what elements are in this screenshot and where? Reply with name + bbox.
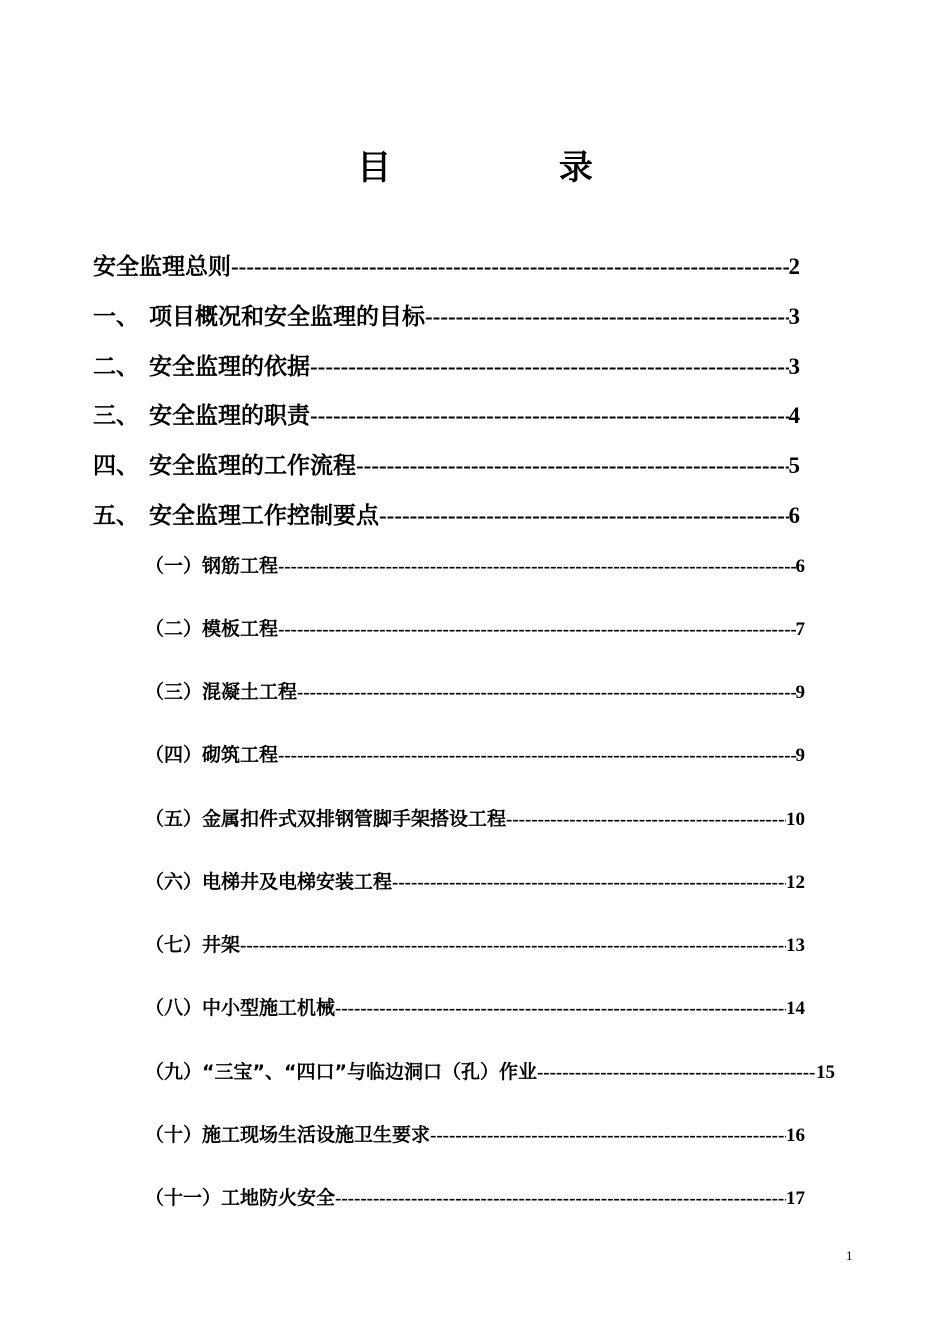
- toc-entry-text: 安全监理的职责: [149, 403, 310, 429]
- toc-entry-text: （九）“三宝”、“四口”与临边洞口（孔）作业: [145, 1061, 537, 1083]
- toc-page-number: 15: [816, 1062, 835, 1083]
- toc-leader: [297, 678, 795, 708]
- toc-entry-number: 一、: [93, 304, 139, 330]
- toc-leader: [278, 552, 795, 582]
- toc-entry-number: 四、: [93, 453, 139, 479]
- toc-leader: [231, 252, 789, 282]
- toc-page-number: 6: [788, 503, 800, 528]
- toc-page-number: 6: [795, 556, 805, 577]
- toc-entry-text: 安全监理总则: [93, 254, 231, 280]
- toc-leader: [240, 931, 786, 961]
- toc-subentry[interactable]: [145, 867, 805, 898]
- toc-entry-number: 三、: [93, 403, 139, 429]
- toc-entry-number: 二、: [93, 354, 139, 380]
- toc-entry[interactable]: [93, 401, 800, 431]
- toc-subentry[interactable]: [145, 551, 805, 582]
- toc-leader: [278, 741, 795, 771]
- toc-entry[interactable]: [93, 302, 800, 332]
- toc-page-number: 17: [786, 1188, 805, 1209]
- page-title: 目 录: [357, 148, 671, 188]
- toc-entry-text: 安全监理工作控制要点: [149, 503, 379, 529]
- toc-subentry[interactable]: [145, 993, 805, 1024]
- toc-subentry[interactable]: [145, 677, 805, 708]
- toc-entry-text: 项目概况和安全监理的目标: [149, 304, 425, 330]
- toc-subentry[interactable]: [145, 1120, 805, 1151]
- toc-entry[interactable]: [93, 252, 800, 282]
- toc-page-number: 16: [786, 1125, 805, 1146]
- toc-entry[interactable]: [93, 501, 800, 531]
- toc-entry-text: （六）电梯井及电梯安装工程: [145, 871, 393, 893]
- toc-leader: [506, 805, 786, 835]
- toc-entry-text: （七）井架: [145, 934, 241, 956]
- toc-entry-text: （一）钢筋工程: [145, 555, 279, 577]
- toc-leader: [310, 352, 789, 382]
- toc-leader: [379, 501, 789, 531]
- toc-entry-text: （二）模板工程: [145, 618, 279, 640]
- toc-leader: [278, 615, 795, 645]
- toc-page-number: 12: [786, 872, 805, 893]
- toc-subentry[interactable]: [145, 1057, 835, 1088]
- toc-page-number: 3: [788, 354, 800, 379]
- toc-page-number: 2: [788, 254, 800, 279]
- toc-subentry[interactable]: [145, 804, 805, 835]
- toc-leader: [310, 401, 789, 431]
- toc-page-number: 9: [795, 745, 805, 766]
- toc-page-number: 4: [788, 403, 800, 428]
- toc-leader: [430, 1121, 786, 1151]
- toc-entry-text: （三）混凝土工程: [145, 681, 298, 703]
- footer-page-number: 1: [846, 1248, 853, 1263]
- toc-entry-text: （四）砌筑工程: [145, 744, 279, 766]
- toc-subentry[interactable]: [145, 614, 805, 645]
- toc-page-number: 5: [788, 453, 800, 478]
- toc-page-number: 14: [786, 998, 805, 1019]
- toc-subentry[interactable]: [145, 1183, 805, 1214]
- toc-page-number: 9: [795, 682, 805, 703]
- toc-page-number: 3: [788, 304, 800, 329]
- toc-subentry[interactable]: [145, 740, 805, 771]
- toc-leader: [335, 1184, 786, 1214]
- toc-entry-text: 安全监理的依据: [149, 354, 310, 380]
- toc-page-number: 13: [786, 935, 805, 956]
- toc-leader: [335, 994, 786, 1024]
- toc-leader: [537, 1058, 816, 1088]
- toc-entry[interactable]: [93, 451, 800, 481]
- toc-entry-text: （十）施工现场生活设施卫生要求: [145, 1124, 431, 1146]
- toc-page-number: 10: [786, 809, 805, 830]
- toc-entry-number: 五、: [93, 503, 139, 529]
- toc-entry-text: （五）金属扣件式双排钢管脚手架搭设工程: [145, 808, 507, 830]
- toc-subentry[interactable]: [145, 930, 805, 961]
- toc-entry-text: 安全监理的工作流程: [149, 453, 356, 479]
- toc-leader: [392, 868, 786, 898]
- toc-page-number: 7: [795, 619, 805, 640]
- toc-entry-text: （十一）工地防火安全: [145, 1187, 336, 1209]
- toc-entry[interactable]: [93, 352, 800, 382]
- toc-leader: [356, 451, 789, 481]
- toc-leader: [425, 302, 789, 332]
- toc-entry-text: （八）中小型施工机械: [145, 997, 336, 1019]
